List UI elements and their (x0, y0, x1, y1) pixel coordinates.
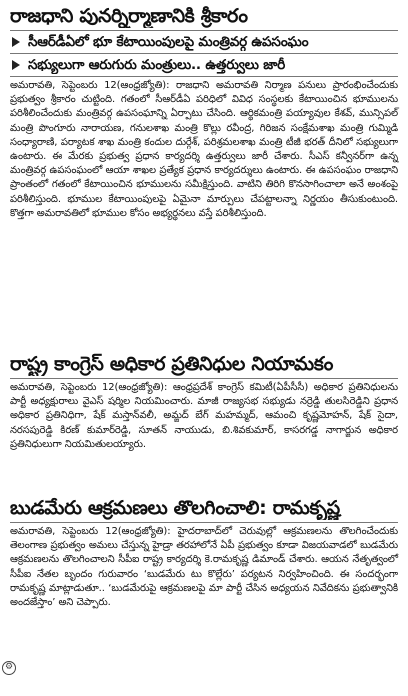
article-body: అమరావతి, సెప్టెంబరు 12(ఆంధ్రజ్యోతి): ఆంధ్రప్రదేశ్ కాంగ్రెస్ కమిటీ(ఏపీసీసీ) అధికార ప్రతినిధులను పార్టీ అధ్యక్షురాలు వైఎస్ షర్మిల నియమించారు. మాజీ రాజ్యసభ సభ్యుడు నర్రెడ్డి తులసిరెడ్డిని ప్రధాన అధికార ప్రతినిధిగా, షేక్ మస్తాన్‌వలీ, అమ్జద్ బేగ్ మహమ్మద్, ఆమంచి కృష్ణమోహన్, షేక్ సైదా, నరసపురెడ్డి కిరణ్ కుమార్‌రెడ్డి, సూతన్ నాయుడు, బి.శివకుమార్, కాసరగడ్డ నాగార్జున అధికార ప్రతినిధులుగా నియమితులయ్యారు. (10, 382, 398, 450)
article-headline: రాజధాని పునర్నిర్మాణానికి శ్రీకారం (10, 5, 248, 27)
gear-icon[interactable]: ⚙ (2, 661, 16, 675)
subheading-text: సభ్యులుగా ఆరుగురు మంత్రులు.. ఉత్తర్వులు జారీ (28, 57, 286, 73)
divider (10, 53, 398, 54)
article-capital-reconstruction (10, 4, 398, 221)
divider (10, 30, 398, 31)
article-subheading (10, 56, 398, 74)
divider (10, 76, 398, 77)
divider (10, 522, 398, 523)
divider (10, 378, 398, 379)
subheading-text: సీఆర్‌డీఏలో భూ కేటాయింపులపై మంత్రివర్గ ఉపసంఘం (28, 34, 309, 50)
triangle-bullet-icon (12, 60, 20, 70)
article-headline: బుడమేరు ఆక్రమణలు తొలగించాలి: రామకృష్ణ (10, 497, 340, 519)
article-congress-spokespersons (10, 352, 398, 452)
triangle-bullet-icon (12, 37, 20, 47)
article-body: అమరావతి, సెప్టెంబరు 12(ఆంధ్రజ్యోతి): హైదరాబాద్‌లో చెరువుల్లో ఆక్రమణలను తొలగించేందుకు తెలంగాణ ప్రభుత్వం అమలు చేస్తున్న హైడ్రా తరహాలోనే ఏపీ ప్రభుత్వం కూడా విజయవాడలో బుడమేరు ఆక్రమణలను తొలగించాలని సీపీఐ రాష్ట్ర కార్యదర్శి కె.రామకృష్ణ డిమాండ్ చేశారు. ఆయన నేతృత్వంలో సీపీఐ నేతల బృందం గురువారం ‘బుడమేరు టు కొల్లేరు’ పర్యటన నిర్వహించింది. ఈ సందర్భంగా రామకృష్ణ మాట్లాడుతూ.. ‘బుడమేరుపై ఆక్రమణలపై మా పార్టీ చేసిన అధ్యయన నివేదికను ప్రభుత్వానికి అందజేస్తాం’ అని చెప్పారు. (10, 526, 398, 609)
article-headline: రాష్ట్ర కాంగ్రెస్ అధికార ప్రతినిధుల నియామకం (10, 353, 334, 375)
article-body: అమరావతి, సెప్టెంబరు 12(ఆంధ్రజ్యోతి): రాజధాని అమరావతి నిర్మాణ పనులు ప్రారంభించేందుకు ప్రభుత్వం శ్రీకారం చుట్టింది. గతంలో సీఆర్‌డీఏ పరిధిలో వివిధ సంస్థలకు కేటాయించిన భూములను పరిశీలించేందుకు మంత్రివర్గ ఉపసంఘాన్ని ఏర్పాటు చేసింది. ఆర్థికమంత్రి పయ్యావుల కేశవ్, మున్సిపల్ మంత్రి పొంగూరు నారాయణ, గనులశాఖ మంత్రి కొల్లు రవీంద్ర, గిరిజన సంక్షేమశాఖ మంత్రి గుమ్మిడి సంధ్యారాణి, పర్యాటక శాఖ మంత్రి కందుల దుర్గేశ్, పరిశ్రమలశాఖ మంత్రి టీజీ భరత్ దీనిలో సభ్యులుగా ఉంటారు. ఈ మేరకు ప్రభుత్వ ప్రధాన కార్యదర్శి ఉత్తర్వులు జారీ చేశారు. సీఎస్ కన్వీనర్‌గా ఉన్న మంత్రివర్గ ఉపసంఘంలో ఆయా శాఖల ప్రత్యేక ప్రధాన కార్యదర్శులు ఉంటారు. ఈ ఉపసంఘం రాజధాని ప్రాంతంలో గతంలో కేటాయించిన భూములను సమీక్షిస్తుంది. వాటిని తిరిగి కొనసాగించాలా అనే అంశంపై పరిశీలిస్తుంది. భూముల కేటాయింపులపై ఏమైనా మార్పులు చేపట్టాలన్నా నిర్ణయం తీసుకుంటుంది. కొత్తగా అమరావతిలో భూముల కోసం అభ్యర్థనలు వస్తే పరిశీలిస్తుంది. (10, 80, 398, 219)
article-budameru-encroachments (10, 496, 398, 610)
article-subheading (10, 33, 398, 51)
